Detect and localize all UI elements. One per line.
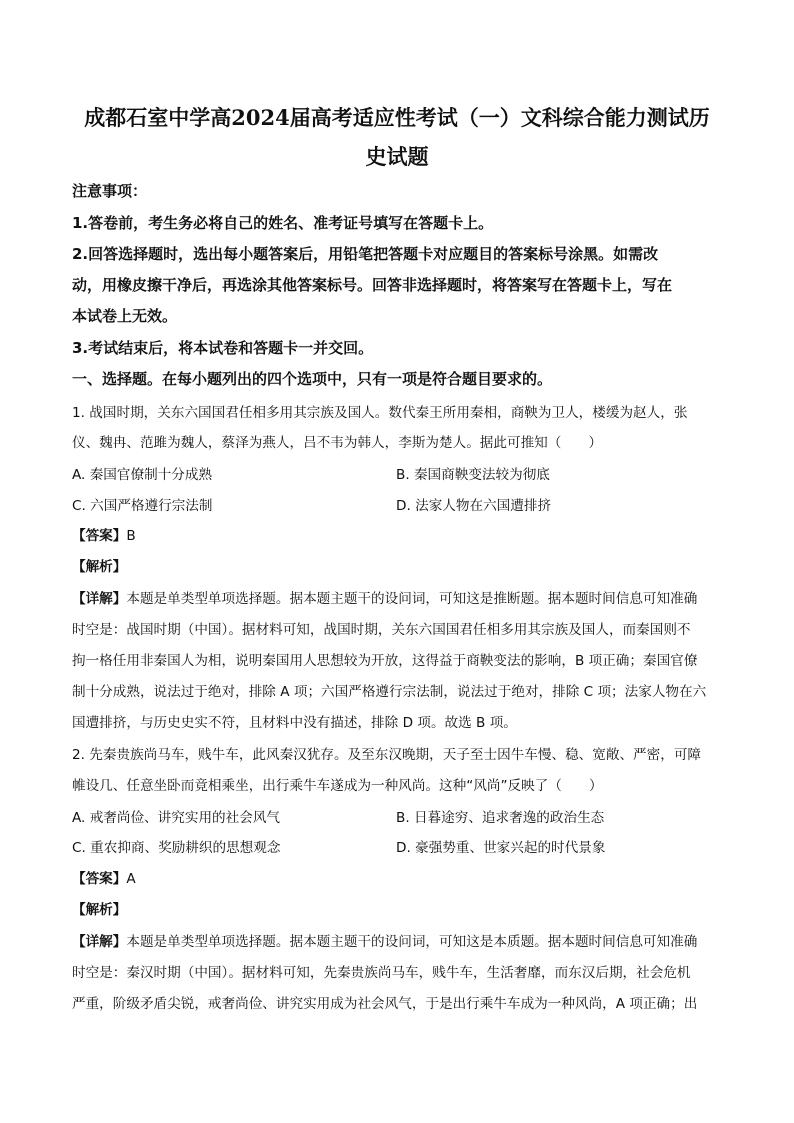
q1-stem-line-1: 1. 战国时期，关东六国国君任相多用其宗族及国人。数代秦王所用秦相，商鞅为卫人，楼缓为赵人，张 xyxy=(72,405,688,421)
q1-detail-text-1: 本题是单类型单项选择题。据本题主题干的设问词，可知这是推断题。据本题时间信息可知准确 xyxy=(126,591,698,607)
q2-answer xyxy=(72,867,136,887)
q1-detail-line-3: 拘一格任用非秦国人为相，说明秦国用人思想较为开放，这得益于商鞅变法的影响，B 项正确；秦国官僚 xyxy=(72,653,698,669)
q2-detail-text-1: 本题是单类型单项选择题。据本题主题干的设问词，可知这是本质题。据本题时间信息可知准确 xyxy=(126,934,698,950)
q2-analysis-tag: 【解析】 xyxy=(72,902,127,918)
q1-option-c: C. 六国严格遵行宗法制 xyxy=(72,498,213,514)
q2-detail-line-1 xyxy=(72,930,697,950)
q2-detail-tag: 【详解】 xyxy=(72,934,127,950)
q1-option-a: A. 秦国官僚制十分成熟 xyxy=(72,467,213,483)
notice-item-2: 2.回答选择题时，选出每小题答案后，用铅笔把答题卡对应题目的答案标号涂黑。如需改 xyxy=(72,245,659,263)
q2-option-d: D. 豪强势重、世家兴起的时代景象 xyxy=(396,840,606,856)
q2-stem-line-1: 2. 先秦贵族尚马车，贱牛车，此风秦汉犹存。及至东汉晚期，天子至士因牛车慢、稳、宽敞、严密，可障 xyxy=(72,747,702,763)
q1-detail-line-1 xyxy=(72,587,697,607)
notice-item-2-end: 本试卷上无效。 xyxy=(72,307,178,325)
q2-answer-value: A xyxy=(126,871,136,887)
q1-stem-line-2: 仪、魏冉、范雎为魏人，蔡泽为燕人，吕不韦为韩人，李斯为楚人。据此可推知（ ） xyxy=(72,435,603,451)
q1-detail-line-2: 时空是：战国时期（中国）。据材料可知，战国时期，关东六国国君任相多用其宗族及国人，而秦国则不 xyxy=(72,622,691,638)
q1-answer-value: B xyxy=(126,528,136,544)
document-title-line-2: 史试题 xyxy=(365,144,429,169)
q1-option-d: D. 法家人物在六国遭排挤 xyxy=(396,498,552,514)
q2-option-b: B. 日暮途穷、追求奢逸的政治生态 xyxy=(396,810,605,826)
q1-option-b: B. 秦国商鞅变法较为彻底 xyxy=(396,467,550,483)
q1-analysis-tag: 【解析】 xyxy=(72,559,127,575)
q2-detail-line-2: 时空是：秦汉时期（中国）。据材料可知，先秦贵族尚马车，贱牛车，生活奢靡，而东汉后期，社会危机 xyxy=(72,965,691,981)
notice-item-1: 1.答卷前，考生务必将自己的姓名、准考证号填写在答题卡上。 xyxy=(72,214,494,232)
q1-detail-line-4: 制十分成熟，说法过于绝对，排除 A 项；六国严格遵行宗法制，说法过于绝对，排除 C 项；法家人物在六 xyxy=(72,684,707,700)
notice-heading: 注意事项： xyxy=(72,182,148,200)
q2-answer-tag: 【答案】 xyxy=(72,871,127,887)
notice-item-3: 3.考试结束后，将本试卷和答题卡一并交回。 xyxy=(72,339,374,357)
q2-detail-line-3: 严重，阶级矛盾尖锐，戒奢尚俭、讲究实用成为社会风气，于是出行乘牛车成为一种风尚，A 项正确；出 xyxy=(72,996,698,1012)
q2-option-c: C. 重农抑商、奖励耕织的思想观念 xyxy=(72,840,281,856)
q1-answer xyxy=(72,524,136,544)
q1-answer-tag: 【答案】 xyxy=(72,528,127,544)
q2-option-a: A. 戒奢尚俭、讲究实用的社会风气 xyxy=(72,810,281,826)
document-title-line-1: 成都石室中学高2024届高考适应性考试（一）文科综合能力测试历 xyxy=(84,105,710,130)
q1-detail-line-5: 国遭排挤，与历史史实不符，且材料中没有描述，排除 D 项。故选 B 项。 xyxy=(72,715,517,731)
q2-stem-line-2: 帷设几、任意坐卧而竟相乘坐，出行乘牛车遂成为一种风尚。这种“风尚”反映了（ ） xyxy=(72,778,603,794)
section-heading: 一、选择题。在每小题列出的四个选项中，只有一项是符合题目要求的。 xyxy=(72,370,553,388)
notice-item-2-cont: 动，用橡皮擦干净后，再选涂其他答案标号。回答非选择题时，将答案写在答题卡上，写在 xyxy=(72,276,673,294)
q1-detail-tag: 【详解】 xyxy=(72,591,127,607)
